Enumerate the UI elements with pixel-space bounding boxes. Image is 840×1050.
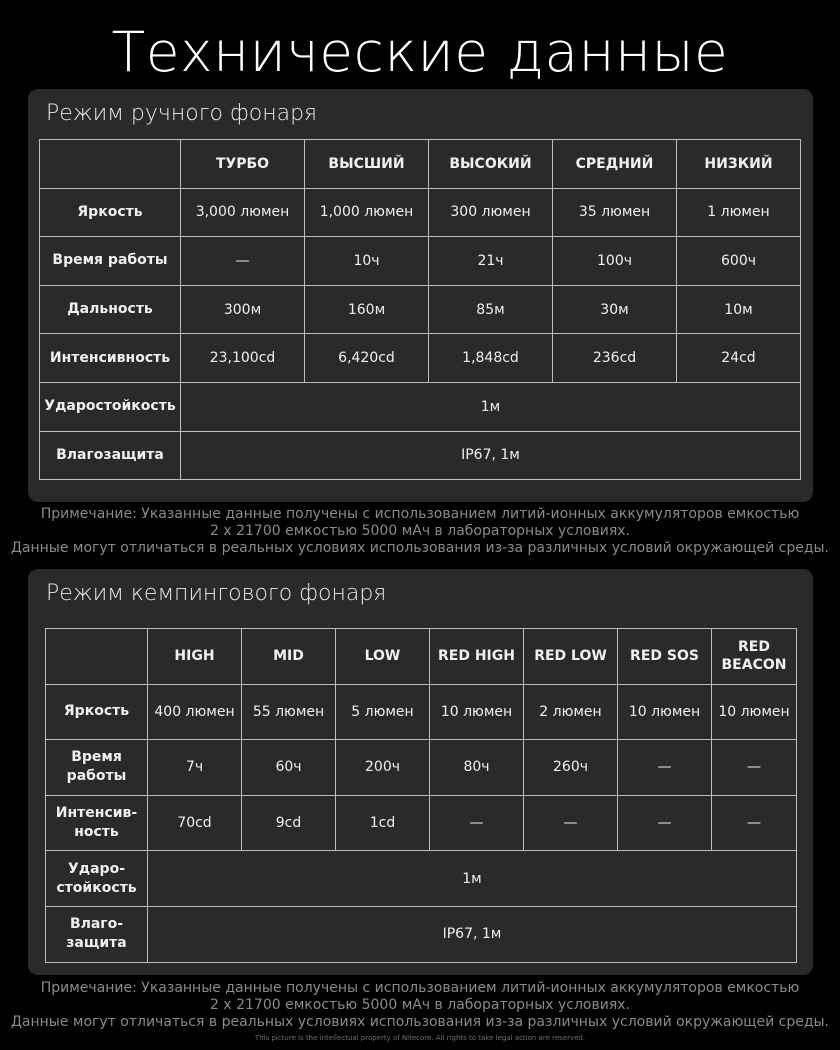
mode-header: MID: [242, 629, 336, 685]
mode-header: НИЗКИЙ: [677, 140, 801, 189]
table-cell: 1,000 люмен: [305, 188, 429, 237]
table-cell: 60ч: [242, 740, 336, 796]
table-cell: —: [181, 237, 305, 286]
table-cell: 6,420cd: [305, 334, 429, 383]
table-cell: 236cd: [553, 334, 677, 383]
footnote-line: 2 x 21700 емкостью 5000 мАч в лабораторных условиях.: [210, 523, 630, 539]
section-title: Режим кемпингового фонаря: [46, 581, 387, 606]
footnote: [0, 980, 840, 1031]
row-label: Влагозащита: [40, 431, 181, 480]
table-row: [46, 906, 797, 962]
table-row: [46, 795, 797, 851]
table-cell: 100ч: [553, 237, 677, 286]
table-cell: 300 люмен: [429, 188, 553, 237]
table-cell: —: [430, 795, 524, 851]
table-row: [46, 851, 797, 907]
mode-header: ТУРБО: [181, 140, 305, 189]
table-cell: 1cd: [336, 795, 430, 851]
mode-header: RED SOS: [618, 629, 712, 685]
row-label: Интенсив-ность: [46, 795, 148, 851]
mode-header: ВЫСШИЙ: [305, 140, 429, 189]
table-row: [40, 188, 801, 237]
table-cell: 2 люмен: [524, 684, 618, 740]
copyright-notice: This picture is the intellectual property of Nitecore. All rights to take legal action are reserved.: [254, 1034, 586, 1042]
table-cell: 10ч: [305, 237, 429, 286]
mode-header: СРЕДНИЙ: [553, 140, 677, 189]
footnote-line: Данные могут отличаться в реальных условиях использования из-за различных условий окружающей среды.: [10, 1014, 830, 1030]
table-cell: 7ч: [148, 740, 242, 796]
table-cell: 10 люмен: [430, 684, 524, 740]
table-cell: 10 люмен: [618, 684, 712, 740]
table-cell: 35 люмен: [553, 188, 677, 237]
table-cell: —: [712, 740, 797, 796]
table-cell: 300м: [181, 285, 305, 334]
table-cell: 80ч: [430, 740, 524, 796]
table-cell: 5 люмен: [336, 684, 430, 740]
table-row: [40, 382, 801, 431]
page-title: Технические данные: [111, 20, 729, 84]
table-cell: 24cd: [677, 334, 801, 383]
table-row: [46, 740, 797, 796]
row-label: Интенсивность: [40, 334, 181, 383]
row-label: Время работы: [40, 237, 181, 286]
table-cell: 160м: [305, 285, 429, 334]
table-cell: IP67, 1м: [181, 431, 801, 480]
camping-specs-table: [45, 628, 797, 963]
row-label: Дальность: [40, 285, 181, 334]
table-cell: —: [524, 795, 618, 851]
table-cell: 55 люмен: [242, 684, 336, 740]
footnote-line: Примечание: Указанные данные получены с использованием литий-ионных аккумуляторов емкостью: [40, 506, 800, 522]
table-cell: 1м: [181, 382, 801, 431]
table-cell: 400 люмен: [148, 684, 242, 740]
table-row: [46, 684, 797, 740]
table-cell: 70cd: [148, 795, 242, 851]
table-cell: 1 люмен: [677, 188, 801, 237]
footnote: [0, 506, 840, 557]
table-cell: 85м: [429, 285, 553, 334]
table-cell: 600ч: [677, 237, 801, 286]
table-cell: 10 люмен: [712, 684, 797, 740]
footnote-line: Примечание: Указанные данные получены с использованием литий-ионных аккумуляторов емкостью: [40, 980, 800, 996]
table-row: [40, 237, 801, 286]
mode-header: RED LOW: [524, 629, 618, 685]
table-cell: 23,100cd: [181, 334, 305, 383]
table-row: [40, 431, 801, 480]
table-row: [40, 334, 801, 383]
corner-cell: [46, 629, 148, 685]
table-cell: —: [618, 795, 712, 851]
table-row: [40, 285, 801, 334]
footnote-line: 2 x 21700 емкостью 5000 мАч в лабораторных условиях.: [210, 997, 630, 1013]
row-label: Ударостойкость: [40, 382, 181, 431]
row-label: Влаго-защита: [46, 906, 148, 962]
mode-header: HIGH: [148, 629, 242, 685]
corner-cell: [40, 140, 181, 189]
table-cell: —: [712, 795, 797, 851]
table-cell: 1,848cd: [429, 334, 553, 383]
table-cell: 3,000 люмен: [181, 188, 305, 237]
row-label: Ударо-стойкость: [46, 851, 148, 907]
table-cell: 260ч: [524, 740, 618, 796]
table-cell: 1м: [148, 851, 797, 907]
handheld-mode-panel: [28, 89, 813, 502]
handheld-specs-table: [39, 139, 801, 480]
table-cell: —: [618, 740, 712, 796]
mode-header: ВЫСОКИЙ: [429, 140, 553, 189]
mode-header: RED HIGH: [430, 629, 524, 685]
row-label: Время работы: [46, 740, 148, 796]
table-cell: 200ч: [336, 740, 430, 796]
table-cell: IP67, 1м: [148, 906, 797, 962]
footnote-line: Данные могут отличаться в реальных условиях использования из-за различных условий окружающей среды.: [10, 540, 830, 556]
section-title: Режим ручного фонаря: [46, 101, 318, 126]
table-cell: 9cd: [242, 795, 336, 851]
mode-header: RED BEACON: [712, 629, 797, 685]
table-cell: 10м: [677, 285, 801, 334]
table-header-row: [46, 629, 797, 685]
row-label: Яркость: [40, 188, 181, 237]
mode-header: LOW: [336, 629, 430, 685]
table-cell: 30м: [553, 285, 677, 334]
camping-mode-panel: [28, 569, 813, 975]
table-cell: 21ч: [429, 237, 553, 286]
table-header-row: [40, 140, 801, 189]
row-label: Яркость: [46, 684, 148, 740]
